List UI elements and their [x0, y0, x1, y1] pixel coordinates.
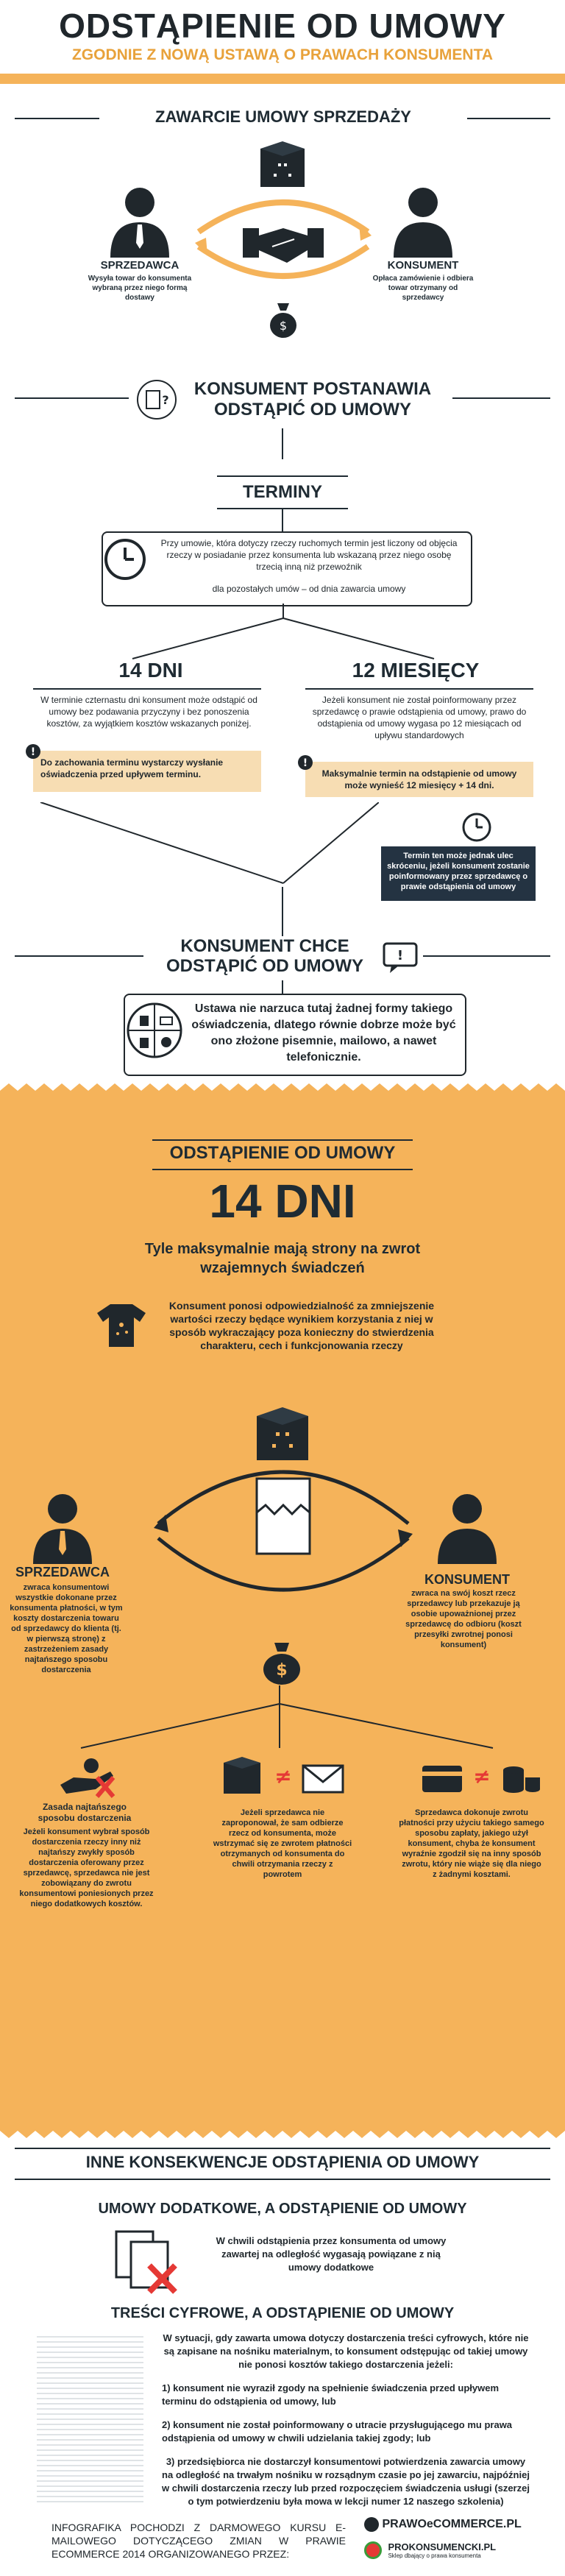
communication-icon: [125, 1001, 184, 1060]
card-not-equal-coins-icon: [419, 1755, 544, 1797]
contract-consumer-label: KONSUMENT: [387, 259, 459, 272]
terms-right-note: Maksymalnie termin na odstąpienie od umowy może wynieść 12 miesięcy + 14 dni.: [305, 762, 533, 797]
terms-right-dark-note: Termin ten może jednak ulec skróceniu, jeżeli konsument zostanie poinformowany przez sprzedawcę o prawie odstąpienia od umowy: [381, 846, 536, 901]
consumer-person-icon: [390, 184, 456, 258]
speech-bubble-icon: [381, 941, 419, 976]
withdrawal-cheap-title: Zasada najtańszego sposobu dostarczenia: [38, 1802, 132, 1823]
withdrawal-hold-text: Jeżeli sprzedawca nie zaproponował, że sam odbierze rzecz od konsumenta, może wstrzymać się ze zwrotem płatności otrzymanych od konsumenta do chwili otrzymania rzeczy z powrotem: [213, 1808, 352, 1879]
withdrawal-consumer-label: KONSUMENT: [424, 1572, 510, 1587]
withdrawal-subheading-line2: wzajemnych świadczeń: [200, 1260, 365, 1276]
page-subtitle: ZGODNIE Z NOWĄ USTAWĄ O PRAWACH KONSUMENTA: [71, 46, 494, 63]
terms-right-heading: 12 MIESIĘCY: [352, 659, 480, 682]
footer-logo-prokonsumencki[interactable]: [364, 2541, 526, 2568]
other-heading: INNE KONSEKWENCJE ODSTĄPIENIA OD UMOWY: [85, 2153, 480, 2171]
footer-logo1: PRAWOeCOMMERCE.PL: [382, 2518, 522, 2530]
distribution-lines: [66, 1685, 508, 1752]
withdrawal-consumer-text: zwraca na swój koszt rzecz sprzedawcy lub przekazuje ją osobie upoważnionej przez sprzedawcę do odbioru (koszt przesyłki zwrotnej ponosi konsument): [405, 1589, 522, 1649]
torn-document-icon: [254, 1476, 313, 1557]
other-additional-text: W chwili odstąpienia przez konsumenta od umowy zawartej na odległość wygasają powiązane z nią umowy dodatkowe: [216, 2235, 447, 2273]
binary-digits-decoration: [37, 2333, 143, 2502]
prokonsumencki-logo-icon: [364, 2541, 382, 2559]
wants-text: Ustawa nie narzuca tutaj żadnej formy takiego oświadczenia, dlatego równie dobrze może być ono złożone pisemnie, mailowo, a nawet telefonicznie.: [191, 1002, 456, 1064]
hourglass-clock-icon: [456, 808, 493, 845]
contract-consumer-text: Opłaca zamówienie i odbiera towar otrzymany od sprzedawcy: [372, 275, 474, 302]
other-digital-intro: W sytuacji, gdy zawarta umowa dotyczy dostarczenia treści cyfrowych, które nie są zapisane na nośniku materialnym, to konsument odstępując od takiej umowy nie ponosi kosztów takiego dostarczenia jeżeli:: [163, 2332, 529, 2370]
prawo-logo-icon: [364, 2517, 379, 2532]
connector: [282, 509, 283, 531]
withdrawal-heading: ODSTĄPIENIE OD UMOWY: [169, 1143, 396, 1163]
footer-logo-prawoecommerce[interactable]: [364, 2517, 526, 2536]
withdrawal-cheap-text: Jeżeli konsument wybrał sposób dostarczenia rzeczy inny niż najtańszy zwykły sposób dostarczenia oferowany przez sprzedawcę, sprzedawca nie jest zobowiązany do zwrotu konsumentowi poniesionych przez niego dodatkowych kosztów.: [19, 1827, 154, 1908]
contract-heading: ZAWARCIE UMOWY SPRZEDAŻY: [99, 107, 467, 127]
terms-heading: TERMINY: [243, 482, 322, 502]
money-bag-icon: [261, 1641, 302, 1685]
other-digital-text: [162, 2332, 530, 2508]
connector: [282, 428, 283, 459]
connector: [282, 980, 283, 994]
terms-right-text: Jeżeli konsument nie został poinformowany przez sprzedawcę o prawie odstąpienia od umowy, prawo do odstąpienia od umowy wygasa po 12 miesiącach od upływu standardowych: [312, 695, 527, 740]
seller-person-icon: [107, 184, 173, 258]
other-digital-heading: TREŚCI CYFROWE, A ODSTĄPIENIE OD UMOWY: [110, 2305, 455, 2321]
package-not-equal-mail-icon: [221, 1755, 346, 1797]
decide-heading: [184, 379, 441, 420]
tshirt-icon: [96, 1301, 147, 1348]
other-additional-heading: UMOWY DODATKOWE, A ODSTĄPIENIE OD UMOWY: [98, 2201, 467, 2217]
divider: [15, 2148, 550, 2149]
money-bag-icon: [269, 302, 298, 339]
other-digital-point2: 2) konsument nie został poinformowany o utracie przysługującego mu prawa odstąpienia od umowy w chwili udzielania takiej zgody; lub: [162, 2419, 513, 2444]
header-bar: [0, 74, 565, 84]
withdrawal-seller-label: SPRZEDAWCA: [15, 1565, 110, 1579]
exclamation-icon: [297, 754, 313, 771]
wants-heading: [143, 936, 386, 976]
zigzag-bottom: [0, 2123, 565, 2141]
withdrawal-refund-text: Sprzedawca dokonuje zwrotu płatności przy użyciu takiego samego sposobu zapłaty, jakiego użył konsument, chyba że konsument wyraźnie zgodził się na inny sposób zwrotu, który nie wiąże się dla niego z żadnymi kosztami.: [399, 1808, 544, 1879]
footer-text: INFOGRAFIKA POCHODZI Z DARMOWEGO KURSU E-MAILOWEGO DOTYCZĄCEGO ZMIAN W PRAWIE ECOMMERCE 2014 ORGANIZOWANEGO PRZEZ:: [51, 2522, 346, 2560]
consumer-person-icon: [434, 1490, 500, 1564]
divider: [305, 688, 533, 690]
header: [0, 7, 565, 65]
divider: [33, 688, 261, 690]
svg-text:$: $: [279, 319, 288, 333]
svg-text:≠: ≠: [274, 1764, 292, 1788]
wants-heading-line2: ODSTĄPIĆ OD UMOWY: [166, 956, 363, 976]
exclamation-icon: [25, 743, 41, 760]
svg-text:!: !: [30, 746, 36, 758]
branch-lines: [125, 604, 441, 662]
other-digital-point3: 3) przedsiębiorca nie dostarczył konsumentowi potwierdzenia zawarcia umowy na odległość na trwałym nośniku w rozsądnym czasie po jej zawarciu, najpóźniej w chwili dostarczenia rzeczy lub przed rozpoczęciem świadczenia usługi (szerzej o tym potwierdzeniu była mowa w lekcji numer 12 naszego szkolenia): [162, 2456, 530, 2507]
withdrawal-subheading: [0, 1239, 565, 1278]
svg-text:!: !: [302, 757, 308, 769]
terms-left-note: Do zachowania terminu wystarczy wysłanie oświadczenia przed upływem terminu.: [33, 751, 261, 792]
terms-intro-text2: dla pozostałych umów – od dnia zawarcia umowy: [212, 584, 406, 594]
divider: [217, 475, 348, 477]
withdrawal-big-number: 14 DNI: [209, 1175, 356, 1228]
footer-logo2-sub: Sklep dbający o prawa konsumenta: [388, 2552, 481, 2559]
decide-heading-line1: KONSUMENT POSTANAWIA: [193, 379, 432, 399]
svg-text:$: $: [276, 1661, 288, 1680]
other-digital-point1: 1) konsument nie wyraził zgody na spełnienie świadczenia przed upływem terminu do odstąpienia od umowy, lub: [162, 2382, 500, 2407]
clock-icon: [103, 537, 147, 581]
document-question-icon: [136, 379, 180, 420]
divider: [152, 1169, 413, 1170]
merge-lines: [33, 802, 379, 891]
svg-text:!: !: [397, 948, 404, 963]
withdrawal-seller-text: zwraca konsumentowi wszystkie dokonane przez konsumenta płatności, w tym koszty dostarczenia towaru od sprzedawcy do klienta (tj. w pierwszą stronę) z zastrzeżeniem zasady najtańszego sposobu dostarczenia: [10, 1583, 123, 1674]
footer-logo2: PROKONSUMENCKI.PL: [388, 2541, 497, 2552]
contract-seller-label: SPRZEDAWCA: [100, 259, 180, 272]
hand-money-icon: [59, 1755, 118, 1800]
connector: [282, 887, 283, 940]
terms-intro-text: Przy umowie, która dotyczy rzeczy ruchomych termin jest liczony od objęcia rzeczy w posiadanie przez konsumenta lub wskazaną przez niego osobę trzecią inną niż przewoźnik: [160, 538, 458, 572]
divider: [152, 1139, 413, 1141]
divider: [15, 2179, 550, 2180]
svg-text:≠: ≠: [473, 1764, 491, 1788]
seller-person-icon: [29, 1490, 96, 1564]
svg-text:?: ?: [162, 393, 169, 407]
withdrawal-subheading-line1: Tyle maksymalnie mają strony na zwrot: [144, 1241, 421, 1257]
withdrawal-liability: Konsument ponosi odpowiedzialność za zmniejszenie wartości rzeczy będące wynikiem korzystania z niej w sposób wykraczający poza konieczny do stwierdzenia charakteru, cech i funkcjonowania rzeczy: [168, 1300, 435, 1351]
documents-cancel-icon: [109, 2229, 190, 2295]
decide-heading-line2: ODSTĄPIĆ OD UMOWY: [214, 400, 411, 420]
handshake-icon: [243, 217, 324, 269]
terms-left-heading: 14 DNI: [118, 659, 183, 682]
terms-left-text: W terminie czternastu dni konsument może odstąpić od umowy bez podawania przyczyny i bez ponoszenia kosztów, za wyjątkiem kosztów wskazanych poniżej.: [40, 695, 257, 729]
contract-seller-text: Wysyła towar do konsumenta wybraną przez niego formą dostawy: [88, 275, 192, 302]
wants-heading-line1: KONSUMENT CHCE: [180, 936, 349, 956]
page-title: ODSTĄPIENIE OD UMOWY: [59, 7, 506, 45]
